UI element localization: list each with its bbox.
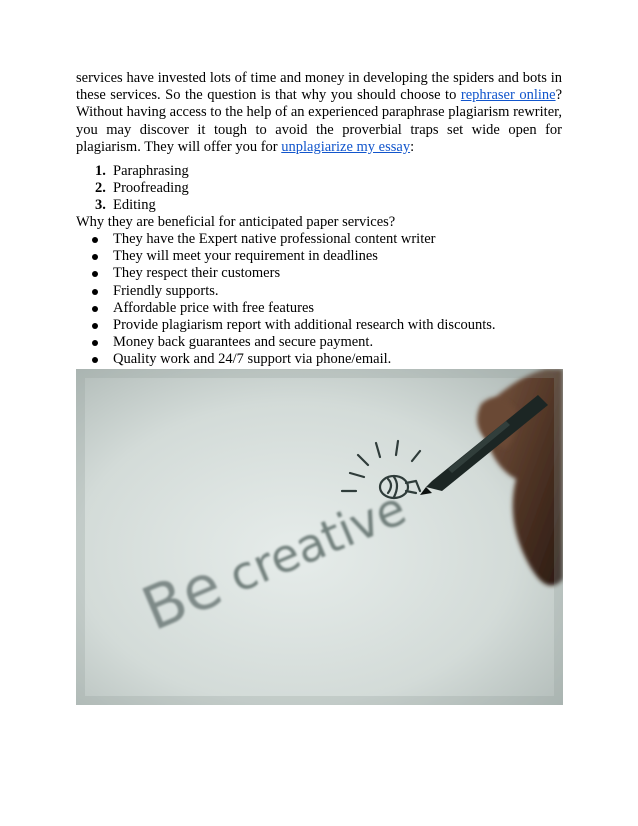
handwritten-creative: creative: [221, 480, 414, 604]
be-creative-photo: [76, 369, 563, 705]
list-item: [76, 265, 496, 282]
list-number: 2.: [95, 180, 106, 197]
bullet-icon: [92, 271, 98, 277]
bullet-icon: [92, 254, 98, 260]
list-number: 3.: [95, 197, 106, 214]
list-item-text: Affordable price with free features: [113, 299, 315, 316]
list-item: [76, 351, 496, 368]
list-item-text: Money back guarantees and secure payment.: [113, 334, 374, 351]
list-item-text: Quality work and 24/7 support via phone/email.: [113, 351, 392, 368]
list-item-text: Editing: [113, 197, 156, 214]
list-item: [76, 231, 496, 248]
list-item: [76, 248, 496, 265]
list-item: [76, 283, 496, 300]
bullet-icon: [92, 237, 98, 243]
list-item: [76, 180, 189, 197]
list-item-text: Friendly supports.: [113, 282, 219, 299]
unplagiarize-essay-link[interactable]: unplagiarize my essay: [281, 138, 411, 155]
be-creative-illustration: [76, 369, 563, 705]
rephraser-online-link[interactable]: rephraser online: [460, 87, 556, 104]
bullet-icon: [92, 323, 98, 329]
bullet-icon: [92, 289, 98, 295]
list-item: [76, 334, 496, 351]
services-numbered-list: [76, 163, 189, 215]
list-item: [76, 163, 189, 180]
intro-text-1: services have invested lots of time and money in developing the spiders and bots in these services. So the question is that why you should choose to: [76, 70, 562, 104]
bullet-icon: [92, 357, 98, 363]
benefits-bullet-list: [76, 231, 496, 369]
list-item: [76, 300, 496, 317]
handwritten-be: Be: [132, 549, 232, 645]
bullet-icon: [92, 306, 98, 312]
intro-text-3: :: [410, 138, 415, 155]
list-item-text: Provide plagiarism report with additional research with discounts.: [113, 317, 496, 334]
list-number: 1.: [95, 163, 106, 179]
list-item-text: Proofreading: [113, 180, 189, 197]
benefits-heading: Why they are beneficial for anticipated paper services?: [76, 214, 396, 230]
list-item-text: They will meet your requirement in deadlines: [113, 248, 378, 265]
list-item: [76, 317, 496, 334]
list-item-text: They respect their customers: [113, 265, 281, 282]
list-item: [76, 197, 189, 214]
list-item-text: Paraphrasing: [113, 163, 189, 179]
list-item-text: They have the Expert native professional content writer: [113, 231, 436, 247]
bullet-icon: [92, 340, 98, 346]
intro-text-2: ? Without having access to the help of an experienced paraphrase plagiarism rewriter, you may discover it tough to avoid the proverbial traps set wide open for plagiarism. They will offer you for: [76, 87, 562, 155]
intro-paragraph: [76, 70, 562, 156]
